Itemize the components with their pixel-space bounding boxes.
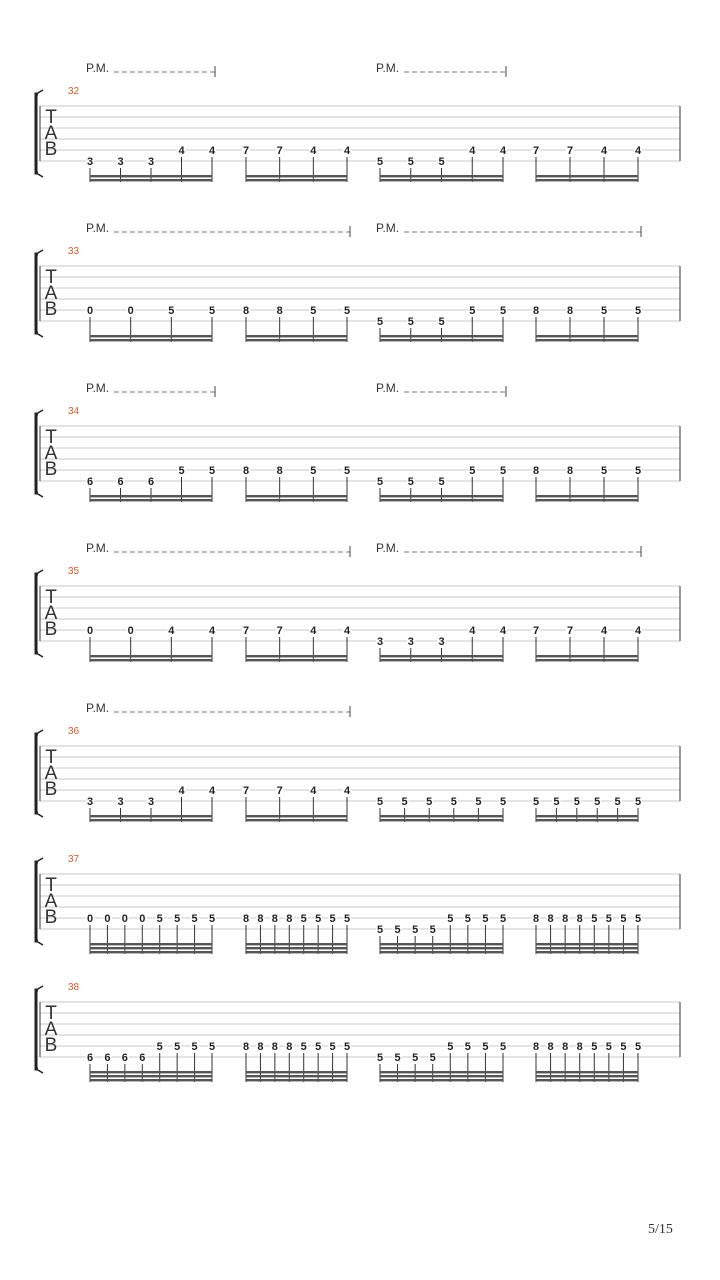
tab-clef-letter: A <box>44 123 58 144</box>
beam <box>90 659 212 661</box>
fret-number: 8 <box>286 1041 293 1053</box>
fret-number: 8 <box>532 1041 540 1053</box>
system-bracket <box>36 94 38 173</box>
beam <box>536 335 638 337</box>
fret-number: 5 <box>634 913 642 925</box>
tab-clef-letter: A <box>44 283 58 304</box>
fret-number: 8 <box>242 1041 250 1053</box>
fret-number: 4 <box>310 145 317 157</box>
fret-number: 8 <box>276 465 283 477</box>
beam <box>246 339 347 341</box>
fret-number: 4 <box>634 145 642 157</box>
fret-number: 5 <box>591 913 598 925</box>
beam <box>536 943 638 945</box>
beam <box>246 1071 347 1073</box>
fret-number: 5 <box>482 913 489 925</box>
beam <box>90 1071 212 1073</box>
fret-number: 0 <box>86 625 94 637</box>
fret-number: 3 <box>86 796 94 808</box>
fret-number: 5 <box>315 913 322 925</box>
fret-number: 5 <box>469 465 476 477</box>
fret-number: 5 <box>429 924 436 936</box>
fret-number: 5 <box>376 156 384 168</box>
palm-mute-label: P.M. <box>86 381 110 395</box>
beam <box>380 815 503 817</box>
fret-number: 0 <box>127 625 134 637</box>
fret-number: 5 <box>329 913 336 925</box>
fret-number: 8 <box>271 1041 278 1053</box>
system-bracket <box>36 254 38 333</box>
fret-number: 5 <box>310 305 317 317</box>
beam <box>536 175 638 177</box>
fret-number: 8 <box>576 1041 583 1053</box>
fret-number: 5 <box>208 913 216 925</box>
fret-number: 4 <box>168 625 175 637</box>
fret-number: 6 <box>121 1052 128 1064</box>
system-bracket <box>36 734 38 813</box>
fret-number: 5 <box>407 476 414 488</box>
beam <box>536 815 638 817</box>
beam <box>536 495 638 497</box>
fret-number: 8 <box>242 465 250 477</box>
beam <box>90 335 212 337</box>
fret-number: 5 <box>532 796 540 808</box>
fret-number: 5 <box>429 1052 436 1064</box>
beam <box>380 495 503 497</box>
fret-number: 6 <box>104 1052 111 1064</box>
fret-number: 5 <box>499 796 507 808</box>
beam <box>380 335 503 337</box>
beam <box>246 819 347 821</box>
tab-clef-letter: T <box>45 107 57 128</box>
fret-number: 5 <box>614 796 621 808</box>
fret-number: 8 <box>566 465 574 477</box>
beam <box>246 499 347 501</box>
fret-number: 5 <box>191 1041 198 1053</box>
fret-number: 4 <box>208 625 216 637</box>
palm-mute-label: P.M. <box>376 61 400 75</box>
beam <box>246 951 347 953</box>
fret-number: 5 <box>208 305 216 317</box>
beam <box>246 947 347 949</box>
fret-number: 5 <box>191 913 198 925</box>
fret-number: 0 <box>86 913 94 925</box>
fret-number: 5 <box>620 1041 627 1053</box>
tab-clef-letter: A <box>44 763 58 784</box>
fret-number: 7 <box>242 785 250 797</box>
beam <box>90 655 212 657</box>
fret-number: 4 <box>208 785 216 797</box>
tab-clef-letter: T <box>45 875 57 896</box>
tab-clef-letter: A <box>44 1019 58 1040</box>
palm-mute-label: P.M. <box>376 541 400 555</box>
tab-clef-letter: B <box>44 779 58 800</box>
fret-number: 8 <box>566 305 574 317</box>
fret-number: 0 <box>127 305 134 317</box>
beam <box>90 1079 212 1081</box>
fret-number: 5 <box>412 1052 419 1064</box>
fret-number: 5 <box>591 1041 598 1053</box>
fret-number: 4 <box>499 625 507 637</box>
beam <box>90 947 212 949</box>
fret-number: 5 <box>394 924 401 936</box>
beam <box>536 947 638 949</box>
beam <box>90 815 212 817</box>
fret-number: 5 <box>394 1052 401 1064</box>
beam <box>246 943 347 945</box>
fret-number: 5 <box>343 1041 351 1053</box>
beam <box>380 499 503 501</box>
fret-number: 8 <box>532 305 540 317</box>
fret-number: 5 <box>401 796 408 808</box>
beam <box>246 1079 347 1081</box>
fret-number: 5 <box>499 305 507 317</box>
fret-number: 5 <box>329 1041 336 1053</box>
fret-number: 5 <box>300 913 307 925</box>
fret-number: 5 <box>438 316 445 328</box>
beam <box>380 179 503 181</box>
fret-number: 8 <box>242 913 250 925</box>
beam <box>380 175 503 177</box>
fret-number: 5 <box>605 913 612 925</box>
fret-number: 5 <box>447 913 454 925</box>
fret-number: 5 <box>208 1041 216 1053</box>
fret-number: 8 <box>532 465 540 477</box>
beam <box>380 1075 503 1077</box>
fret-number: 5 <box>594 796 601 808</box>
fret-number: 7 <box>242 625 250 637</box>
fret-number: 5 <box>475 796 482 808</box>
fret-number: 5 <box>168 305 175 317</box>
fret-number: 4 <box>469 625 476 637</box>
beam <box>380 947 503 949</box>
fret-number: 8 <box>257 1041 264 1053</box>
fret-number: 5 <box>634 1041 642 1053</box>
tab-clef-letter: B <box>44 459 58 480</box>
palm-mute-label: P.M. <box>376 381 400 395</box>
beam <box>536 179 638 181</box>
fret-number: 8 <box>547 1041 554 1053</box>
fret-number: 5 <box>376 316 384 328</box>
fret-number: 5 <box>376 924 384 936</box>
beam <box>380 819 503 821</box>
fret-number: 5 <box>464 913 471 925</box>
beam <box>90 943 212 945</box>
fret-number: 7 <box>532 145 540 157</box>
fret-number: 5 <box>469 305 476 317</box>
fret-number: 5 <box>310 465 317 477</box>
measure-number: 36 <box>68 726 80 737</box>
fret-number: 6 <box>86 476 94 488</box>
system-bracket <box>36 862 38 941</box>
fret-number: 5 <box>573 796 580 808</box>
beam <box>380 1071 503 1073</box>
beam <box>90 499 212 501</box>
fret-number: 7 <box>276 145 283 157</box>
fret-number: 5 <box>634 305 642 317</box>
measure-number: 35 <box>68 566 80 577</box>
beam <box>536 1079 638 1081</box>
fret-number: 5 <box>178 465 185 477</box>
fret-number: 7 <box>242 145 250 157</box>
tab-clef-letter: B <box>44 619 58 640</box>
beam <box>536 1075 638 1077</box>
fret-number: 8 <box>286 913 293 925</box>
fret-number: 5 <box>438 476 445 488</box>
beam <box>246 815 347 817</box>
fret-number: 5 <box>634 465 642 477</box>
tab-clef-letter: T <box>45 267 57 288</box>
fret-number: 5 <box>634 796 642 808</box>
palm-mute-label: P.M. <box>86 61 110 75</box>
beam <box>536 1071 638 1073</box>
beam <box>90 951 212 953</box>
fret-number: 5 <box>499 465 507 477</box>
measure-number: 38 <box>68 982 80 993</box>
fret-number: 6 <box>117 476 124 488</box>
fret-number: 4 <box>310 625 317 637</box>
fret-number: 5 <box>376 796 384 808</box>
system-bracket <box>36 414 38 493</box>
measure-number: 37 <box>68 854 80 865</box>
fret-number: 4 <box>600 145 608 157</box>
tab-clef-letter: B <box>44 907 58 928</box>
fret-number: 5 <box>447 1041 454 1053</box>
fret-number: 5 <box>499 913 507 925</box>
measure-number: 32 <box>68 86 80 97</box>
beam <box>246 1075 347 1077</box>
fret-number: 0 <box>104 913 111 925</box>
fret-number: 5 <box>174 913 181 925</box>
fret-number: 8 <box>562 913 569 925</box>
beam <box>536 819 638 821</box>
beam <box>90 339 212 341</box>
page-number: 5/15 <box>648 1222 673 1237</box>
fret-number: 5 <box>482 1041 489 1053</box>
fret-number: 5 <box>407 316 414 328</box>
fret-number: 8 <box>257 913 264 925</box>
fret-number: 4 <box>208 145 216 157</box>
fret-number: 4 <box>178 145 185 157</box>
fret-number: 3 <box>147 156 155 168</box>
beam <box>90 495 212 497</box>
fret-number: 3 <box>86 156 94 168</box>
beam <box>536 659 638 661</box>
fret-number: 0 <box>139 913 146 925</box>
fret-number: 8 <box>562 1041 569 1053</box>
fret-number: 4 <box>634 625 642 637</box>
beam <box>90 175 212 177</box>
fret-number: 8 <box>271 913 278 925</box>
fret-number: 4 <box>343 145 351 157</box>
tab-clef-letter: A <box>44 891 58 912</box>
fret-number: 5 <box>605 1041 612 1053</box>
fret-number: 3 <box>117 796 124 808</box>
fret-number: 5 <box>156 1041 163 1053</box>
beam <box>246 335 347 337</box>
palm-mute-label: P.M. <box>86 221 110 235</box>
fret-number: 5 <box>620 913 627 925</box>
system-bracket <box>36 990 38 1069</box>
beam <box>246 495 347 497</box>
fret-number: 5 <box>300 1041 307 1053</box>
tab-clef-letter: B <box>44 1035 58 1056</box>
tab-clef-letter: T <box>45 587 57 608</box>
fret-number: 5 <box>600 305 608 317</box>
beam <box>90 179 212 181</box>
beam <box>380 339 503 341</box>
fret-number: 5 <box>499 1041 507 1053</box>
fret-number: 7 <box>532 625 540 637</box>
fret-number: 6 <box>86 1052 94 1064</box>
fret-number: 0 <box>121 913 128 925</box>
palm-mute-label: P.M. <box>86 541 110 555</box>
fret-number: 0 <box>86 305 94 317</box>
fret-number: 3 <box>407 636 414 648</box>
beam <box>90 1075 212 1077</box>
fret-number: 5 <box>343 465 351 477</box>
fret-number: 5 <box>412 924 419 936</box>
beam <box>536 499 638 501</box>
beam <box>380 1079 503 1081</box>
fret-number: 7 <box>276 625 283 637</box>
fret-number: 5 <box>553 796 560 808</box>
fret-number: 7 <box>276 785 283 797</box>
fret-number: 5 <box>464 1041 471 1053</box>
fret-number: 3 <box>438 636 445 648</box>
beam <box>536 951 638 953</box>
beam <box>380 659 503 661</box>
beam <box>380 951 503 953</box>
fret-number: 5 <box>438 156 445 168</box>
fret-number: 5 <box>174 1041 181 1053</box>
fret-number: 6 <box>147 476 155 488</box>
tab-clef-letter: T <box>45 747 57 768</box>
fret-number: 5 <box>376 476 384 488</box>
tab-clef-letter: B <box>44 299 58 320</box>
fret-number: 4 <box>343 785 351 797</box>
fret-number: 5 <box>450 796 457 808</box>
fret-number: 6 <box>139 1052 146 1064</box>
fret-number: 7 <box>566 625 574 637</box>
fret-number: 5 <box>343 305 351 317</box>
tab-clef-letter: A <box>44 603 58 624</box>
fret-number: 5 <box>600 465 608 477</box>
fret-number: 3 <box>117 156 124 168</box>
fret-number: 8 <box>547 913 554 925</box>
fret-number: 5 <box>208 465 216 477</box>
fret-number: 4 <box>499 145 507 157</box>
beam <box>536 655 638 657</box>
beam <box>246 175 347 177</box>
beam <box>380 655 503 657</box>
fret-number: 5 <box>426 796 433 808</box>
fret-number: 5 <box>156 913 163 925</box>
fret-number: 7 <box>566 145 574 157</box>
fret-number: 4 <box>178 785 185 797</box>
tab-clef-letter: A <box>44 443 58 464</box>
fret-number: 5 <box>376 1052 384 1064</box>
beam <box>246 655 347 657</box>
tab-clef-letter: T <box>45 427 57 448</box>
fret-number: 3 <box>376 636 384 648</box>
beam <box>90 819 212 821</box>
measure-number: 34 <box>68 406 80 417</box>
palm-mute-label: P.M. <box>376 221 400 235</box>
fret-number: 4 <box>469 145 476 157</box>
beam <box>246 179 347 181</box>
fret-number: 5 <box>343 913 351 925</box>
system-bracket <box>36 574 38 653</box>
fret-number: 8 <box>576 913 583 925</box>
tab-clef-letter: T <box>45 1003 57 1024</box>
beam <box>380 943 503 945</box>
fret-number: 8 <box>242 305 250 317</box>
fret-number: 8 <box>532 913 540 925</box>
fret-number: 5 <box>315 1041 322 1053</box>
fret-number: 8 <box>276 305 283 317</box>
beam <box>246 659 347 661</box>
fret-number: 3 <box>147 796 155 808</box>
palm-mute-label: P.M. <box>86 701 110 715</box>
fret-number: 4 <box>600 625 608 637</box>
measure-number: 33 <box>68 246 80 257</box>
fret-number: 5 <box>407 156 414 168</box>
fret-number: 4 <box>343 625 351 637</box>
tab-clef-letter: B <box>44 139 58 160</box>
fret-number: 4 <box>310 785 317 797</box>
beam <box>536 339 638 341</box>
